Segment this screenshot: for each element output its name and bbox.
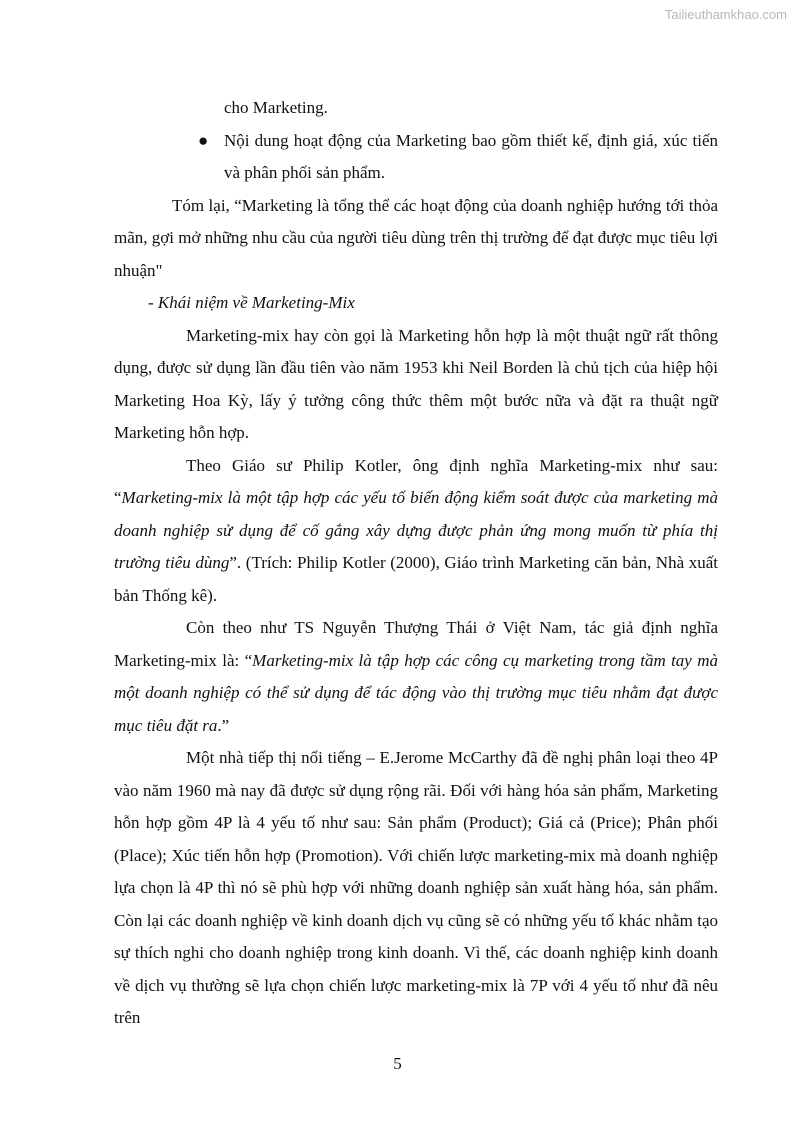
thai-lead: Còn theo như TS Nguyễn Thượng Thái ở Việt Nam, tác giả định nghĩa Marketing-mix là: “ xyxy=(114,618,718,670)
bullet-dot-icon: ● xyxy=(198,130,209,150)
section-heading: - Khái niệm về Marketing-Mix xyxy=(148,293,355,312)
paragraph-kotler-definition xyxy=(114,450,718,613)
kotler-citation: ”. (Trích: Philip Kotler (2000), Giáo trình Marketing căn bản, Nhà xuất bản Thống kê). xyxy=(114,553,718,605)
paragraph-marketing-mix-intro: Marketing-mix hay còn gọi là Marketing hỗn hợp là một thuật ngữ rất thông dụng, được sử dụng lần đầu tiên vào năm 1953 khi Neil Borden là chủ tịch của hiệp hội Marketing Hoa Kỳ, lấy ý tưởng công thức thêm một bước nữa và đặt ra thuật ngữ Marketing hỗn hợp. xyxy=(114,325,718,442)
document-body xyxy=(114,92,718,1035)
watermark: Tailieuthamkhao.com xyxy=(664,7,787,22)
thai-end: .” xyxy=(217,715,230,735)
thai-quote: Marketing-mix là tập hợp các công cụ marketing trong tầm tay mà một doanh nghiệp có thể sử dụng để tác động vào thị trường mục tiêu nhằm đạt được mục tiêu đặt ra xyxy=(114,650,718,735)
kotler-quote: Marketing-mix là một tập hợp các yếu tố biến động kiểm soát được của marketing mà doanh nghiệp sử dụng để cố gắng xây dựng được phản ứng mong muốn từ phía thị trường tiêu dùng xyxy=(114,488,718,572)
bullet-text: Nội dung hoạt động của Marketing bao gồm thiết kế, định giá, xúc tiến và phân phối sản phẩm. xyxy=(224,130,718,182)
paragraph-thai-definition xyxy=(114,612,718,742)
bullet-item xyxy=(114,125,718,190)
paragraph-4p-model: Một nhà tiếp thị nổi tiếng – E.Jerome McCarthy đã đề nghị phân loại theo 4P vào năm 1960 mà nay đã được sử dụng rộng rãi. Đối với hàng hóa sản phẩm, Marketing hỗn hợp gồm 4P là 4 yếu tố như sau: Sản phẩm (Product); Giá cả (Price); Phân phối (Place); Xúc tiến hỗn hợp (Promotion). Với chiến lược marketing-mix mà doanh nghiệp lựa chọn là 4P thì nó sẽ phù hợp với những doanh nghiệp sản xuất hàng hóa, sản phẩm. Còn lại các doanh nghiệp về kinh doanh dịch vụ cũng sẽ có những yếu tố khác nhằm tạo sự thích nghi cho doanh nghiệp trong kinh doanh. Vì thế, các doanh nghiệp kinh doanh về dịch vụ thường sẽ lựa chọn chiến lược marketing-mix là 7P với 4 yếu tố như đã nêu trên xyxy=(114,748,718,1027)
kotler-lead: Theo Giáo sư Philip Kotler, ông định nghĩa Marketing-mix như sau: “ xyxy=(114,455,718,507)
summary-paragraph: Tóm lại, “Marketing là tổng thể các hoạt động của doanh nghiệp hướng tới thỏa mãn, gợi mở những nhu cầu của người tiêu dùng trên thị trường để đạt được mục tiêu lợi nhuận" xyxy=(114,195,718,280)
paragraph-continuation: cho Marketing. xyxy=(224,98,328,117)
page-number: 5 xyxy=(393,1054,402,1073)
